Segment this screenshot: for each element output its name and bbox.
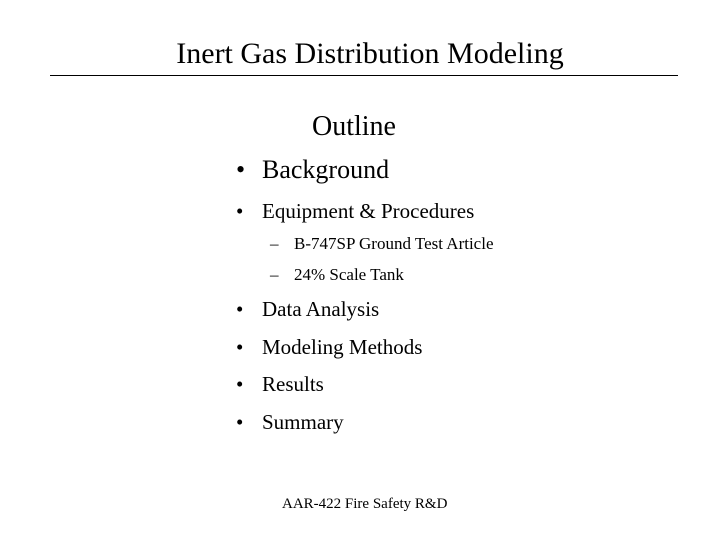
bullet-marker: • bbox=[236, 372, 244, 396]
outline-heading: Outline bbox=[312, 111, 396, 142]
bullet-item-modeling-methods bbox=[236, 334, 422, 360]
bullet-marker: • bbox=[236, 155, 246, 184]
sub-bullet-label: B-747SP Ground Test Article bbox=[294, 234, 494, 253]
bullet-marker: • bbox=[236, 410, 244, 434]
title-divider bbox=[50, 75, 678, 76]
bullet-label: Data Analysis bbox=[262, 297, 380, 321]
bullet-item-equipment-procedures bbox=[236, 198, 474, 224]
bullet-label: Equipment & Procedures bbox=[262, 199, 475, 223]
bullet-marker: • bbox=[236, 335, 244, 359]
bullet-item-background bbox=[236, 154, 389, 186]
bullet-marker: • bbox=[236, 297, 244, 321]
bullet-label: Modeling Methods bbox=[262, 335, 423, 359]
sub-item-b747sp-ground-test-article bbox=[270, 234, 494, 254]
bullet-marker: • bbox=[236, 199, 244, 223]
slide-title: Inert Gas Distribution Modeling bbox=[176, 37, 564, 70]
bullet-label: Summary bbox=[262, 410, 344, 434]
sub-item-24-percent-scale-tank bbox=[270, 265, 404, 285]
sub-bullet-label: 24% Scale Tank bbox=[294, 265, 404, 284]
bullet-item-data-analysis bbox=[236, 296, 379, 322]
sub-bullet-marker: – bbox=[270, 234, 279, 253]
bullet-item-summary bbox=[236, 409, 344, 435]
bullet-label: Results bbox=[262, 372, 324, 396]
bullet-item-results bbox=[236, 371, 324, 397]
sub-bullet-marker: – bbox=[270, 265, 279, 284]
bullet-label: Background bbox=[262, 155, 390, 184]
slide-footer: AAR-422 Fire Safety R&D bbox=[282, 496, 448, 512]
